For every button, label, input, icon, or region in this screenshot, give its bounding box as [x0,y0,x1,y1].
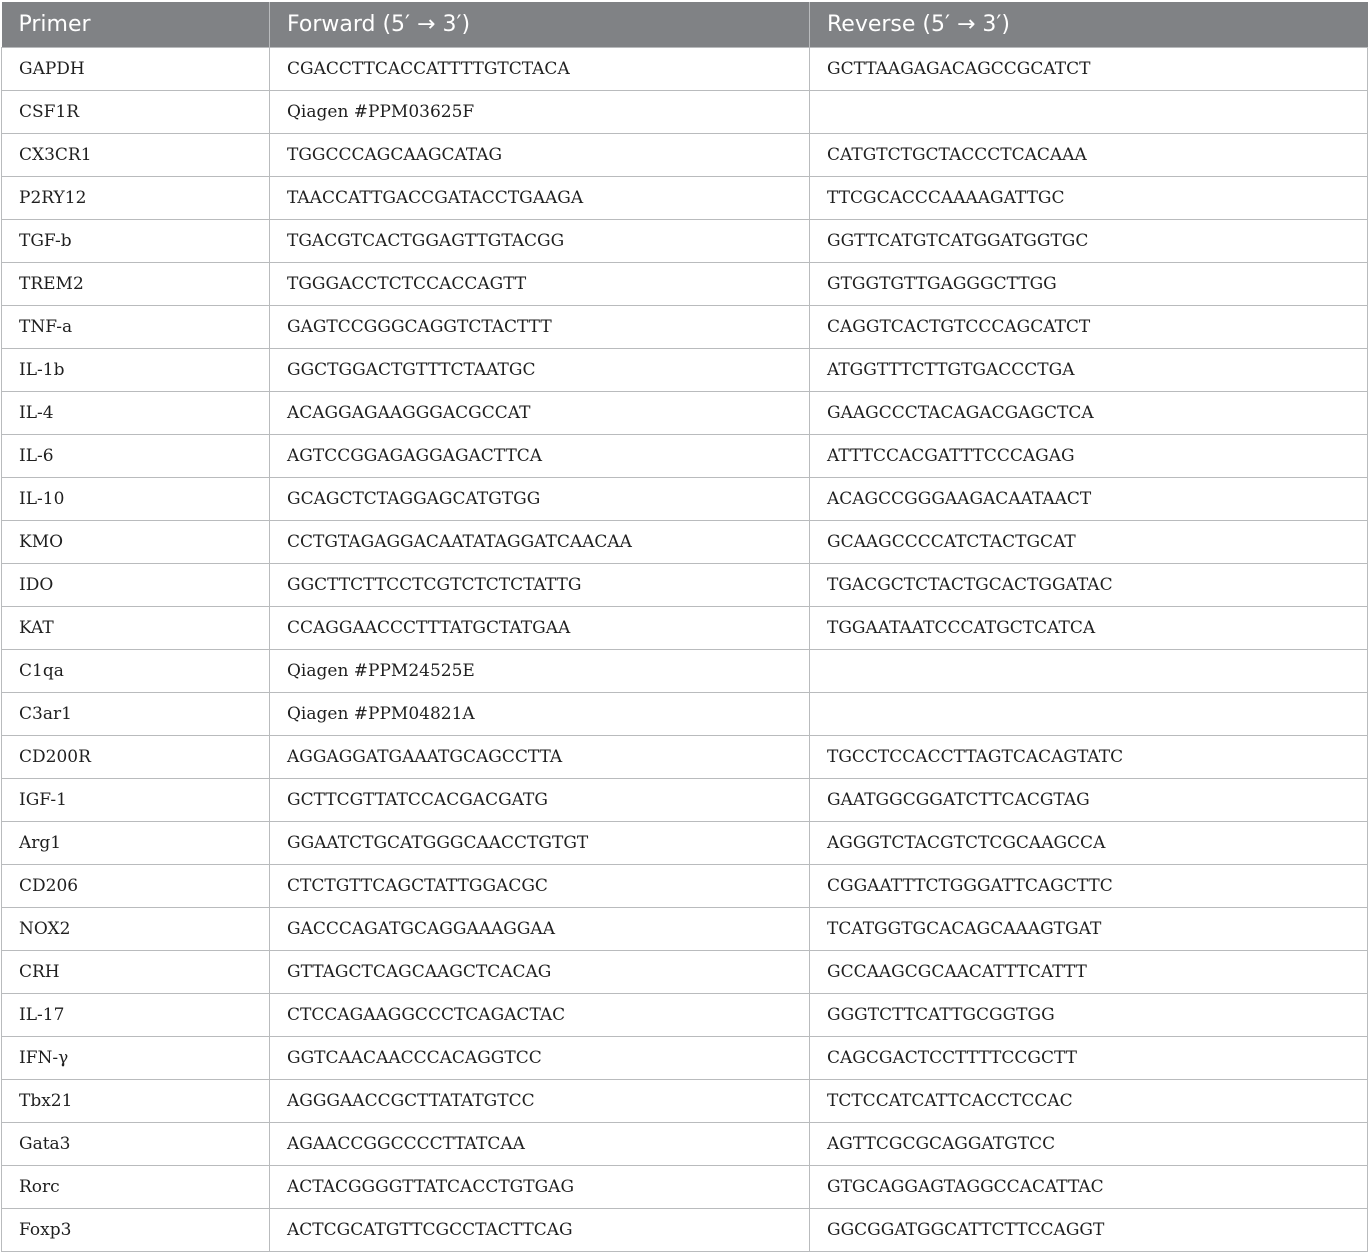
reverse-cell: AGTTCGCGCAGGATGTCC [810,1123,1368,1166]
forward-cell: ACTACGGGGTTATCACCTGTGAG [270,1166,810,1209]
primer-cell: TNF-a [2,306,270,349]
forward-cell: Qiagen #PPM03625F [270,91,810,134]
reverse-cell: CAGCGACTCCTTTTCCGCTT [810,1037,1368,1080]
primer-cell: IL-10 [2,478,270,521]
table-row [2,865,1368,908]
primer-cell: IGF-1 [2,779,270,822]
table-row [2,822,1368,865]
table-row [2,478,1368,521]
primer-table-container [1,2,1367,1252]
reverse-cell: CGGAATTTCTGGGATTCAGCTTC [810,865,1368,908]
primer-cell: Tbx21 [2,1080,270,1123]
forward-cell: CCAGGAACCCTTTATGCTATGAA [270,607,810,650]
primer-cell: IL-6 [2,435,270,478]
reverse-cell: GAAGCCCTACAGACGAGCTCA [810,392,1368,435]
forward-cell: GACCCAGATGCAGGAAAGGAA [270,908,810,951]
forward-cell: AGTCCGGAGAGGAGACTTCA [270,435,810,478]
reverse-cell: TGGAATAATCCCATGCTCATCA [810,607,1368,650]
forward-cell: GCTTCGTTATCCACGACGATG [270,779,810,822]
table-row [2,1080,1368,1123]
forward-cell: AGGGAACCGCTTATATGTCC [270,1080,810,1123]
table-row [2,736,1368,779]
primer-cell: P2RY12 [2,177,270,220]
primer-cell: KMO [2,521,270,564]
forward-cell: Qiagen #PPM24525E [270,650,810,693]
table-row [2,1123,1368,1166]
header-primer: Primer [2,2,270,48]
forward-cell: CTCTGTTCAGCTATTGGACGC [270,865,810,908]
primer-cell: NOX2 [2,908,270,951]
table-row [2,48,1368,91]
primer-cell: TREM2 [2,263,270,306]
reverse-cell: ACAGCCGGGAAGACAATAACT [810,478,1368,521]
primer-cell: CRH [2,951,270,994]
table-header [2,2,1368,48]
table-row [2,521,1368,564]
reverse-cell: CAGGTCACTGTCCCAGCATCT [810,306,1368,349]
forward-cell: AGGAGGATGAAATGCAGCCTTA [270,736,810,779]
primer-table [1,2,1368,1252]
forward-cell: ACAGGAGAAGGGACGCCAT [270,392,810,435]
table-row [2,564,1368,607]
table-row [2,220,1368,263]
forward-cell: TGGCCCAGCAAGCATAG [270,134,810,177]
forward-cell: TGACGTCACTGGAGTTGTACGG [270,220,810,263]
forward-cell: CCTGTAGAGGACAATATAGGATCAACAA [270,521,810,564]
reverse-cell: TGCCTCCACCTTAGTCACAGTATC [810,736,1368,779]
forward-cell: GCAGCTCTAGGAGCATGTGG [270,478,810,521]
reverse-cell: ATTTCCACGATTTCCCAGAG [810,435,1368,478]
reverse-cell: AGGGTCTACGTCTCGCAAGCCA [810,822,1368,865]
header-forward: Forward (5′ → 3′) [270,2,810,48]
primer-cell: IDO [2,564,270,607]
reverse-cell: GCTTAAGAGACAGCCGCATCT [810,48,1368,91]
reverse-cell: GTGCAGGAGTAGGCCACATTAC [810,1166,1368,1209]
primer-cell: CX3CR1 [2,134,270,177]
forward-cell: GGAATCTGCATGGGCAACCTGTGT [270,822,810,865]
reverse-cell [810,693,1368,736]
forward-cell: TAACCATTGACCGATACCTGAAGA [270,177,810,220]
forward-cell: GGCTGGACTGTTTCTAATGC [270,349,810,392]
reverse-cell [810,91,1368,134]
table-row [2,607,1368,650]
primer-cell: C1qa [2,650,270,693]
reverse-cell: ATGGTTTCTTGTGACCCTGA [810,349,1368,392]
table-row [2,994,1368,1037]
primer-cell: Gata3 [2,1123,270,1166]
primer-cell: Rorc [2,1166,270,1209]
primer-cell: KAT [2,607,270,650]
primer-cell: IL-1b [2,349,270,392]
primer-cell: GAPDH [2,48,270,91]
reverse-cell: GCCAAGCGCAACATTTCATTT [810,951,1368,994]
table-row [2,263,1368,306]
forward-cell: CGACCTTCACCATTTTGTCTACA [270,48,810,91]
reverse-cell: TCTCCATCATTCACCTCCAC [810,1080,1368,1123]
primer-cell: Foxp3 [2,1209,270,1252]
reverse-cell: GCAAGCCCCATCTACTGCAT [810,521,1368,564]
primer-cell: CD200R [2,736,270,779]
forward-cell: GGCTTCTTCCTCGTCTCTCTATTG [270,564,810,607]
table-row [2,779,1368,822]
primer-cell: CD206 [2,865,270,908]
table-row [2,349,1368,392]
primer-cell: IL-17 [2,994,270,1037]
table-row [2,91,1368,134]
reverse-cell: TTCGCACCCAAAAGATTGC [810,177,1368,220]
table-row [2,177,1368,220]
header-reverse: Reverse (5′ → 3′) [810,2,1368,48]
reverse-cell: TGACGCTCTACTGCACTGGATAC [810,564,1368,607]
table-row [2,1037,1368,1080]
table-row [2,908,1368,951]
table-row [2,693,1368,736]
table-row [2,650,1368,693]
primer-cell: CSF1R [2,91,270,134]
reverse-cell: GTGGTGTTGAGGGCTTGG [810,263,1368,306]
reverse-cell [810,650,1368,693]
forward-cell: TGGGACCTCTCCACCAGTT [270,263,810,306]
primer-cell: Arg1 [2,822,270,865]
header-row [2,2,1368,48]
reverse-cell: TCATGGTGCACAGCAAAGTGAT [810,908,1368,951]
table-row [2,1209,1368,1252]
table-row [2,306,1368,349]
primer-cell: C3ar1 [2,693,270,736]
reverse-cell: CATGTCTGCTACCCTCACAAA [810,134,1368,177]
forward-cell: CTCCAGAAGGCCCTCAGACTAC [270,994,810,1037]
primer-cell: IFN-γ [2,1037,270,1080]
primer-cell: IL-4 [2,392,270,435]
table-body [2,48,1368,1252]
reverse-cell: GAATGGCGGATCTTCACGTAG [810,779,1368,822]
table-row [2,1166,1368,1209]
reverse-cell: GGGTCTTCATTGCGGTGG [810,994,1368,1037]
forward-cell: ACTCGCATGTTCGCCTACTTCAG [270,1209,810,1252]
forward-cell: Qiagen #PPM04821A [270,693,810,736]
table-row [2,392,1368,435]
forward-cell: GAGTCCGGGCAGGTCTACTTT [270,306,810,349]
forward-cell: AGAACCGGCCCCTTATCAA [270,1123,810,1166]
forward-cell: GTTAGCTCAGCAAGCTCACAG [270,951,810,994]
primer-cell: TGF-b [2,220,270,263]
table-row [2,435,1368,478]
table-row [2,134,1368,177]
reverse-cell: GGTTCATGTCATGGATGGTGC [810,220,1368,263]
reverse-cell: GGCGGATGGCATTCTTCCAGGT [810,1209,1368,1252]
forward-cell: GGTCAACAACCCACAGGTCC [270,1037,810,1080]
table-row [2,951,1368,994]
